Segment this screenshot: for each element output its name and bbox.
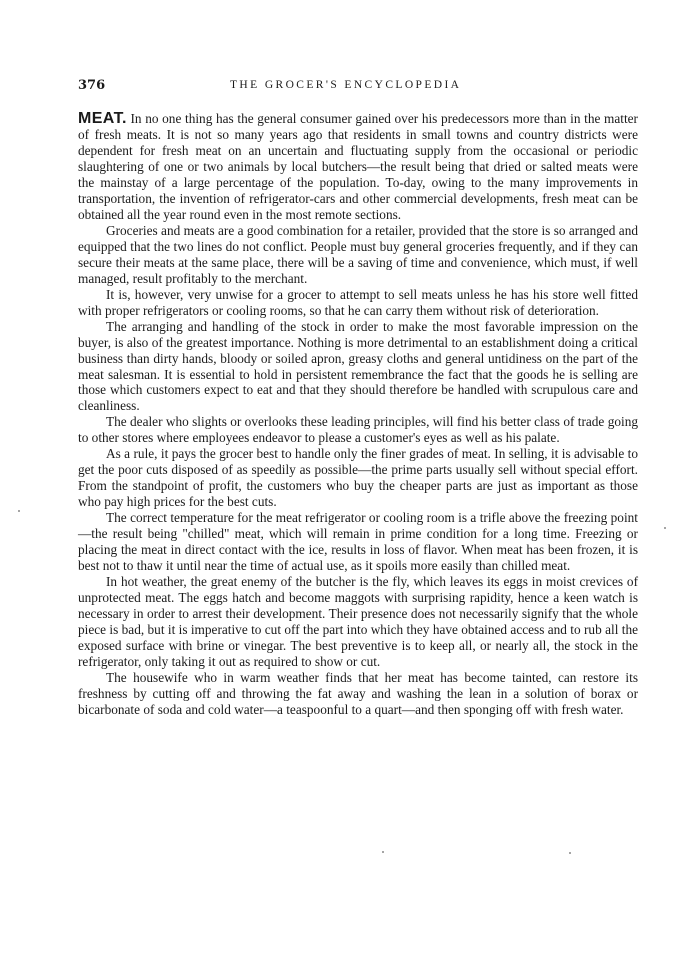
paragraph-9: The housewife who in warm weather finds that her meat has become tainted, can restore its freshness by cutting off and throwing the fat away and washing the lean in a solution of borax or bicarbonate of soda and cold water—a teaspoonful to a quart—and then sponging off with fresh water. [78, 669, 638, 717]
paper-speck [18, 510, 20, 512]
paragraph-2: Groceries and meats are a good combination for a retailer, provided that the store is so arranged and equipped that the two lines do not conflict. People must buy general groceries frequently, and if they can secure their meats at the same place, there will be a saving of time and convenience, which must, if well managed, result profitably to the merchant. [78, 222, 638, 286]
paper-speck [382, 851, 384, 853]
page-number: 376 [78, 78, 106, 93]
running-head-title: THE GROCER'S ENCYCLOPEDIA [230, 79, 462, 91]
entry-heading: MEAT. [78, 110, 127, 127]
paragraph-4: The arranging and handling of the stock in order to make the most favorable impression on the buyer, is also of the greatest importance. Nothing is more detrimental to an establishment doing a critical business than dirty hands, bloody or soiled apron, greasy cloths and general untidiness on the part of the meat salesman. It is essential to hold in persistent remembrance the fact that the goods he is selling are those which customers expect to eat and that they should therefore be handled with scrupulous care and cleanliness. [78, 318, 638, 414]
paragraph-text: In no one thing has the general consumer gained over his predecessors more than in the matter of fresh meats. It is not so many years ago that residents in small towns and country districts were dependent for fresh meat on an uncertain and fluctuating supply from the occasional or periodic slaughtering of one or two animals by local butchers—the result being that dried or salted meats were the mainstay of a large percentage of the population. To-day, owing to the many improvements in transportation, the invention of refrigerator-cars and other commercial developments, fresh meat can be obtained all the year round even in the most remote sections. [78, 111, 638, 222]
paper-speck [569, 852, 571, 854]
paragraph-1 [78, 111, 638, 223]
paragraph-7: The correct temperature for the meat refrigerator or cooling room is a trifle above the freezing point—the result being "chilled" meat, which will remain in prime condition for a long time. Freezing or placing the meat in direct contact with the ice, results in loss of flavor. When meat has been frozen, it is best not to thaw it until near the time of actual use, as it spoils more easily than chilled meat. [78, 510, 638, 574]
paragraph-5: The dealer who slights or overlooks these leading principles, will find his better class of trade going to other stores where employees endeavor to please a customer's eyes as well as his palate. [78, 414, 638, 446]
paragraph-3: It is, however, very unwise for a grocer to attempt to sell meats unless he has his store well fitted with proper refrigerators or cooling rooms, so that he can carry them without risk of deterioration. [78, 286, 638, 318]
paragraph-8: In hot weather, the great enemy of the butcher is the fly, which leaves its eggs in moist crevices of unprotected meat. The eggs hatch and become maggots with surprising rapidity, hence a keen watch is necessary in order to arrest their development. Their presence does not necessarily signify that the whole piece is bad, but it is imperative to cut off the part into which they have obtained access and to rub all the exposed surface with brine or vinegar. The best preventive is to keep all, or nearly all, the stock in the refrigerator, only taking it out as required to show or cut. [78, 574, 638, 669]
running-head [78, 78, 638, 98]
paper-speck [664, 527, 666, 529]
paragraph-6: As a rule, it pays the grocer best to handle only the finer grades of meat. In selling, it is advisable to get the poor cuts disposed of as speedily as possible—the prime parts usually sell without special effort. From the standpoint of profit, the customers who buy the cheaper parts are just as important as those who pay high prices for the best cuts. [78, 446, 638, 510]
article-body [78, 111, 638, 718]
